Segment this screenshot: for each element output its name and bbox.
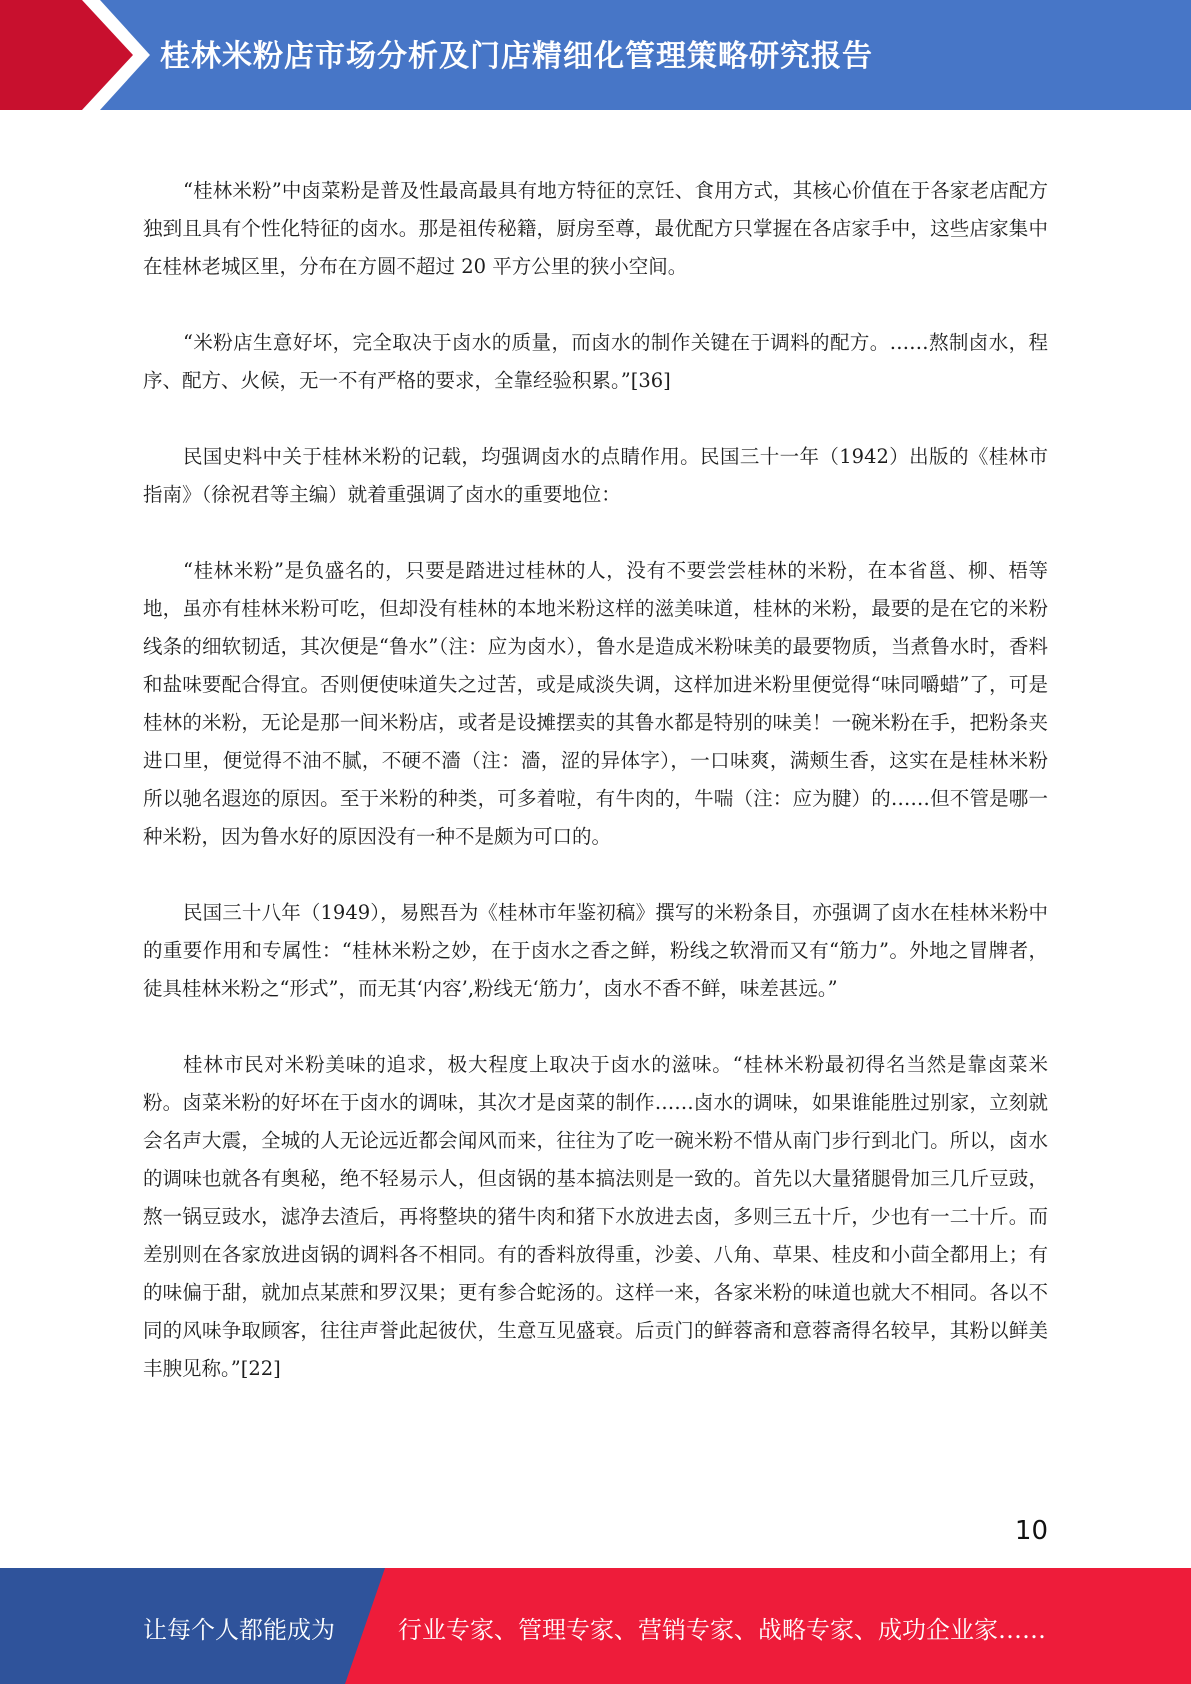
document-body (143, 172, 1048, 1426)
paragraph: 民国三十八年（1949），易熙吾为《桂林市年鉴初稿》撰写的米粉条目，亦强调了卤水在桂林米粉中的重要作用和专属性：“桂林米粉之妙，在于卤水之香之鲜，粉线之软滑而又有“筋力”。外地之冒牌者，徒具桂林米粉之“形式”，而无其‘内容’,粉线无‘筋力’，卤水不香不鲜，味差甚远。” (143, 901, 1048, 1000)
paragraph: 民国史料中关于桂林米粉的记载，均强调卤水的点睛作用。民国三十一年（1942）出版的《桂林市指南》（徐祝君等主编）就着重强调了卤水的重要地位： (143, 445, 1048, 506)
paragraph: “米粉店生意好坏，完全取决于卤水的质量，而卤水的制作关键在于调料的配方。……熬制卤水，程序、配方、火候，无一不有严格的要求，全靠经验积累。”[36] (143, 331, 1048, 392)
block-quote-paragraph: “桂林米粉”是负盛名的，只要是踏进过桂林的人，没有不要尝尝桂林的米粉，在本省邕、柳、梧等地，虽亦有桂林米粉可吃，但却没有桂林的本地米粉这样的滋美味道，桂林的米粉，最要的是在它的米粉线条的细软韧适，其次便是“鲁水”（注：应为卤水），鲁水是造成米粉味美的最要物质，当煮鲁水时，香料和盐味要配合得宜。否则便使味道失之过苦，或是咸淡失调，这样加进米粉里便觉得“味同嚼蜡”了，可是桂林的米粉，无论是那一间米粉店，或者是设摊摆卖的其鲁水都是特别的味美！一碗米粉在手，把粉条夹进口里，便觉得不油不腻，不硬不濇（注：濇，涩的异体字），一口味爽，满颊生香，这实在是桂林米粉所以驰名遐迩的原因。至于米粉的种类，可多着啦，有牛肉的，牛喘（注：应为腱）的……但不管是哪一种米粉，因为鲁水好的原因没有一种不是颇为可口的。 (143, 559, 1048, 848)
report-header (0, 0, 1191, 110)
page-number: 10 (1014, 1516, 1048, 1546)
report-title: 桂林米粉店市场分析及门店精细化管理策略研究报告 (160, 39, 873, 74)
paragraph: 桂林市民对米粉美味的追求，极大程度上取决于卤水的滋味。“桂林米粉最初得名当然是靠卤菜米粉。卤菜米粉的好坏在于卤水的调味，其次才是卤菜的制作……卤水的调味，如果谁能胜过别家，立刻就会名声大震，全城的人无论远近都会闻风而来，往往为了吃一碗米粉不惜从南门步行到北门。所以，卤水的调味也就各有奥秘，绝不轻易示人，但卤锅的基本搞法则是一致的。首先以大量猪腿骨加三几斤豆豉，熬一锅豆豉水，滤净去渣后，再将整块的猪牛肉和猪下水放进去卤，多则三五十斤，少也有一二十斤。而差别则在各家放进卤锅的调料各不相同。有的香料放得重，沙姜、八角、草果、桂皮和小茴全都用上；有的味偏于甜，就加点某蔗和罗汉果；更有参合蛇汤的。这样一来，各家米粉的味道也就大不相同。各以不同的风味争取顾客，往往声誉此起彼伏，生意互见盛衰。后贡门的鲜蓉斋和意蓉斋得名较早，其粉以鲜美丰腴见称。”[22] (143, 1053, 1048, 1380)
footer-slogan-right: 行业专家、管理专家、营销专家、战略专家、成功企业家…… (398, 1616, 1046, 1644)
report-footer (0, 1568, 1191, 1684)
chevron-arrow-icon (0, 0, 160, 110)
paragraph: “桂林米粉”中卤菜粉是普及性最高最具有地方特征的烹饪、食用方式，其核心价值在于各家老店配方独到且具有个性化特征的卤水。那是祖传秘籍，厨房至尊，最优配方只掌握在各店家手中，这些店家集中在桂林老城区里，分布在方圆不超过 20 平方公里的狭小空间。 (143, 179, 1048, 278)
footer-slogan-left: 让每个人都能成为 (143, 1616, 335, 1644)
